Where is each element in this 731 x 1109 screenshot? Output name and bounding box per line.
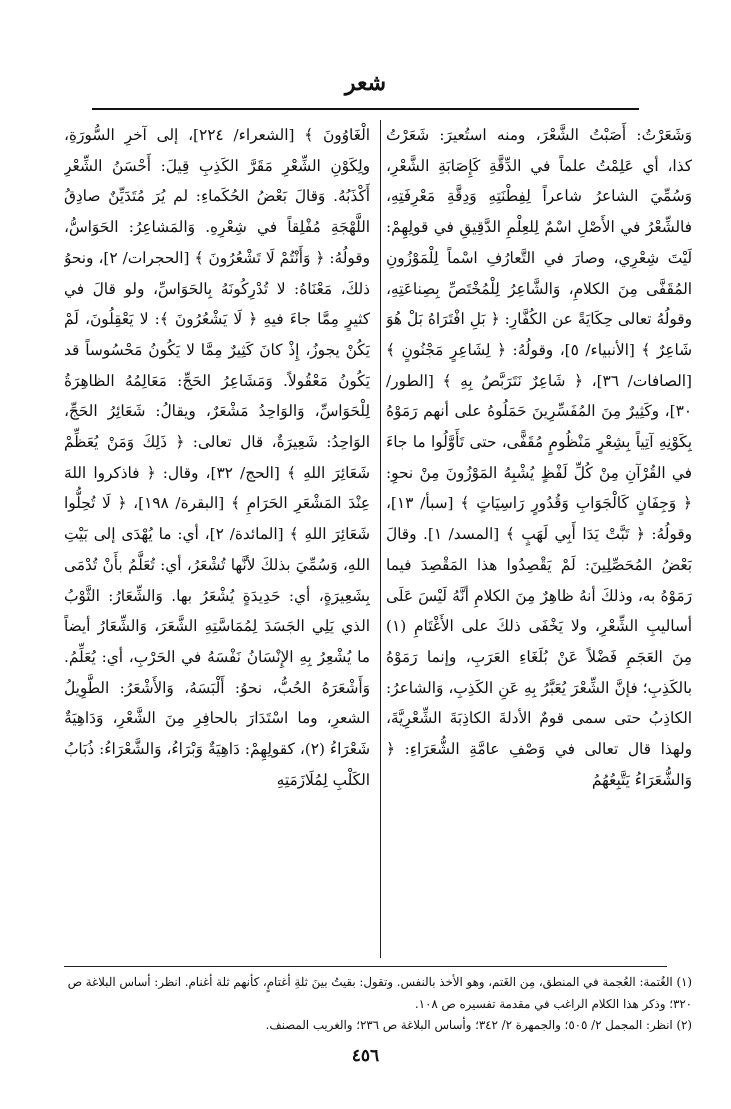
column-left-text: الْغَاوُونَ ﴾ [الشعراء/ ٢٢٤]، إلى آخرِ السُّورَةِ، ولِكَوْنِ الشِّعْرِ مَقَرَّ الكَذِبِ قِيلَ: أَحْسَنُ الشِّعْرِ أَكْذَبُهُ. وَقالَ بَعْضُ الحُكَماءِ: لم يُرَ مُتَدَيِّنٌ صادِقُ اللَّهْجَةِ مُفْلِقاً في شِعْرِهِ. وَالمَشاعِرُ: الحَوَاسُّ، وقولُهُ: ﴿ وَأَنْتُمْ لَا تَشْعُرُونَ ﴾ [الحجرات/ ٢]، ونحوُ ذلكَ، مَعْنَاهُ: لا تُدْرِكُونَهُ بِالحَوَاسِّ، ولو قالَ في كثيرٍ مِمَّا جاءَ فيهِ ﴿ لَا يَشْعُرُونَ ﴾: لا يَعْقِلُونَ، لَمْ يَكُنْ يجوزُ، إِذْ كانَ كَثِيرٌ مِمَّا لا يَكُونُ مَحْسُوساً قد يَكُونُ مَعْقُولاً. وَمَشَاعِرُ الحَجِّ: مَعَالِمُهُ الظاهِرَةُ لِلْحَوَاسِّ، وَالوَاحِدُ مَشْعَرٌ، ويقالُ: شَعَائِرُ الحَجِّ، الوَاحِدُ: شَعِيرَةٌ، قال تعالى: ﴿ ذَلِكَ وَمَنْ يُعَظِّمْ شَعَائِرَ اللهِ ﴾ [الحج/ ٣٢]، وقال: ﴿ فاذكروا اللهَ عِنْدَ المَشْعَرِ الحَرَامِ ﴾ [البقرة/ ١٩٨]، ﴿ لَا تُحِلُّوا شَعَائِرَ اللهِ ﴾ [المائدة/ ٢]، أي: ما يُهْدَى إلى بَيْتِ اللهِ، وَسُمِّيَ بذلكَ لأنَّها تُشْعَرُ، أي: تُعَلَّمُ بأَنْ تُدْمَى بِشَعِيرَةٍ، أي: حَدِيدَةٍ يُشْعَرُ بها. وَالشِّعَارُ: الثَّوْبُ الذي يَلِي الجَسَدَ لِمُمَاسَّتِهِ الشَّعَرَ، وَالشِّعَارُ أيضاً ما يُشْعِرُ بِهِ الإِنْسَانُ نَفْسَهُ في الحَرْبِ، أي: يُعَلِّمُ. وَأَشْعَرَهُ الحُبُّ، نحوُ: أَلْبَسَهُ، وَالأَشْعَرُ: الطَّوِيلُ الشعرِ، وما اسْتَدَارَ بالحافِرِ مِنَ الشَّعْرِ، وَدَاهِيَةٌ شَعْرَاءُ (٢)، كقولِهِمْ: دَاهِيَةٌ وَبْرَاءُ، وَالشَّعْرَاءُ: ذُبَابُ الكَلْبِ لِمُلَازَمَتِهِ — [64, 126, 370, 789]
text-column-left — [64, 120, 370, 950]
entry-headword: شعر — [344, 70, 387, 96]
column-right-text: وَشَعَرْتُ: أَصَبْتُ الشَّعْرَ، ومنه استُعيرَ: شَعَرْتُ كذا، أي عَلِمْتُ علماً في الدِّقَّةِ كَإِصَابَةِ الشَّعْرِ، وَسُمِّيَ الشاعرُ شاعراً لِفِطْنَتِهِ وَدِقَّةِ مَعْرِفَتِهِ، فالشِّعْرُ في الأَصْلِ اسْمٌ لِلعِلْمِ الدَّقِيقِ في قولِهِمْ: لَيْتَ شِعْرِي، وصارَ في التَّعارُفِ اسْماً لِلْمَوْزُونِ المُقَفَّى مِنَ الكلامِ، وَالشَّاعِرُ لِلْمُخْتَصِّ بِصِناعَتِهِ، وقولُهُ تعالى حِكَايَةً عن الكُفَّارِ: ﴿ بَلِ افْتَرَاهُ بَلْ هُوَ شَاعِرٌ ﴾ [الأنبياء/ ٥]، وقولُهُ: ﴿ لِشَاعِرٍ مَجْنُونٍ ﴾ [الصافات/ ٣٦]، ﴿ شَاعِرٌ نَتَرَبَّصُ بِهِ ﴾ [الطور/ ٣٠]، وكَثِيرٌ مِنَ المُفَسِّرِينَ حَمَلُوهُ على أنهم رَمَوْهُ بِكَوْنِهِ آتِياً بِشِعْرٍ مَنْظُومٍ مُقَفًّى، حتى تَأَوَّلُوا ما جاءَ في القُرْآنِ مِنْ كُلِّ لَفْظٍ يُشْبِهُ المَوْزُونَ مِنْ نحوِ: ﴿ وَجِفَانٍ كَالْجَوَابِ وَقُدُورٍ رَاسِيَاتٍ ﴾ [سبأ/ ١٣]، وقولُهُ: ﴿ تَبَّتْ يَدَا أَبِي لَهَبٍ ﴾ [المسد/ ١]. وقالَ بَعْضُ المُحَصِّلِينَ: لَمْ يَقْصِدُوا هذا المَقْصِدَ فيما رَمَوْهُ به، وذلكَ أنهُ ظاهِرٌ مِنَ الكلامِ أنَّهُ لَيْسَ عَلَى أساليبِ الشِّعْرِ، ولا يَخْفَى ذلكَ على الأَغْتَامِ (١) مِنَ العَجَمِ فَضْلاً عَنْ بُلَغَاءِ العَرَبِ، وإنما رَمَوْهُ بالكَذِبِ؛ فإنَّ الشِّعْرَ يُعَبَّرُ بِهِ عَنِ الكَذِبِ، وَالشاعرُ: الكاذِبُ حتى سمى قومٌ الأدلةَ الكاذِبَةَ الشِّعْرِيَّةَ، ولهذا قال تعالى في وَصْفِ عامَّةِ الشُّعَرَاءِ: ﴿ وَالشُّعَرَاءُ يَتَّبِعُهُمُ — [386, 126, 692, 789]
header-rule — [92, 108, 639, 110]
page-number: ٤٥٦ — [351, 1046, 380, 1066]
column-divider — [380, 120, 381, 958]
page-header — [0, 70, 731, 104]
text-column-right — [386, 120, 692, 950]
footnotes — [64, 972, 692, 1037]
footnote-1: (١) الغُتمة: العُجمة في المنطق، مِن الغَتم، وهو الأخذ بالنفس. وتقول: بقيتُ بينَ ثلةِ أغتامٍ، كأنهم ثلة أغنام. انظر: أساس البلاغة ص ٣٢٠؛ وذكر هذا الكلام الراغب في مقدمة تفسيره ص ١٠٨. — [67, 975, 692, 1011]
footnote-rule — [64, 966, 667, 967]
footnote-2: (٢) انظر: المجمل ٢/ ٥٠٥؛ والجمهرة ٢/ ٣٤٢؛ وأساس البلاغة ص ٢٣٦؛ والغريب المصنف. — [265, 1018, 692, 1032]
